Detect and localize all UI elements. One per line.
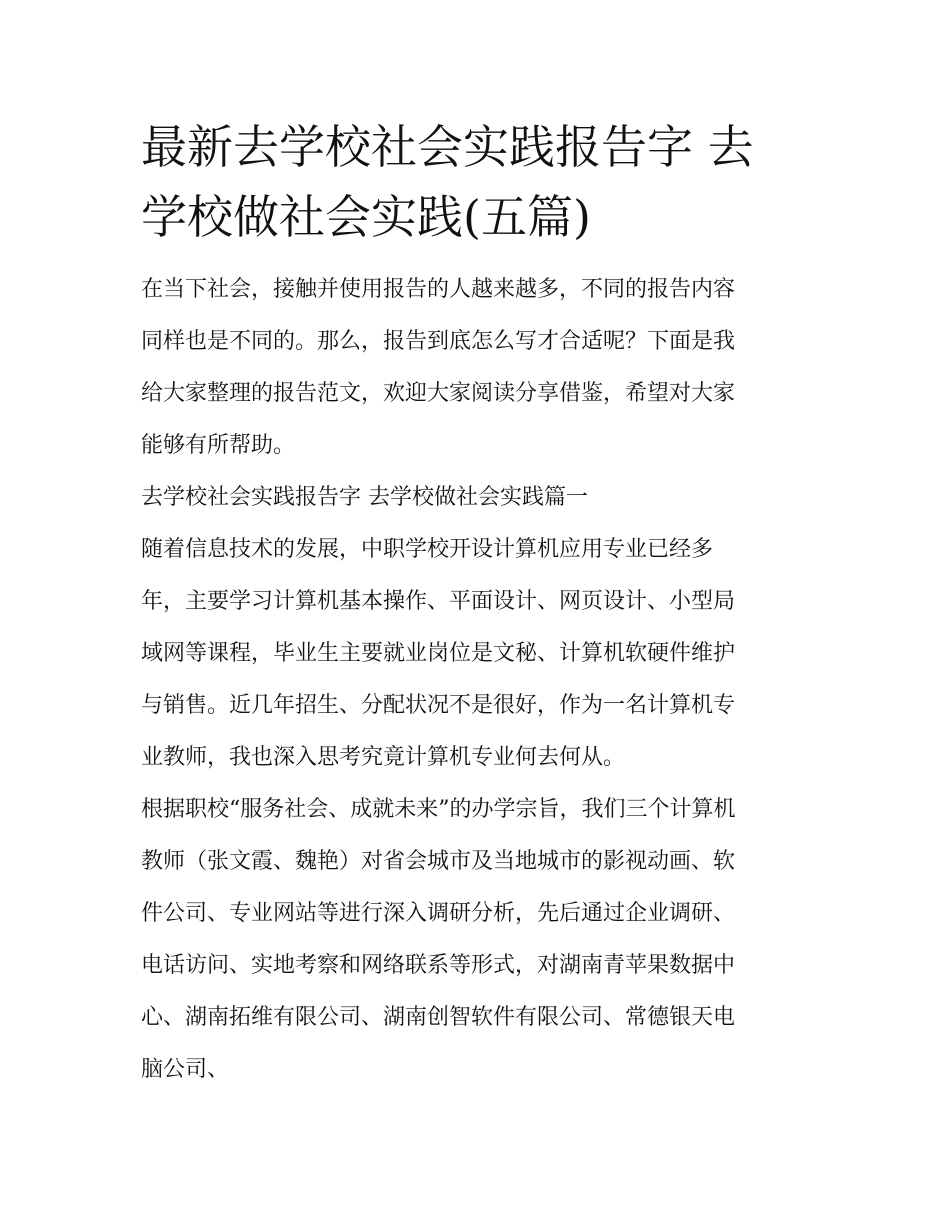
body-paragraph-1: 随着信息技术的发展，中职学校开设计算机应用专业已经多 年，主要学习计算机基本操作、平面设计、网页设计、小型局 域网等课程，毕业生主要就业岗位是文秘、计算机软硬件维护 与销售。近几年招生、分配状况不是很好，作为一名计算机专 业教师，我也深入思考究竟计算机专业何去何从。 — [141, 537, 736, 770]
document-title: 最新去学校社会实践报告字 去 学校做社会实践(五篇) — [141, 120, 754, 244]
body-paragraph-2: 根据职校“服务社会、成就未来”的办学宗旨，我们三个计算机 教师（张文霞、魏艳）对省会城市及当地城市的影视动画、软 件公司、专业网站等进行深入调研分析，先后通过企业调研、 电话访问、实地考察和网络联系等形式，对湖南青苹果数据中 心、湖南拓维有限公司、湖南创智软件有限公司、常德银天电 脑公司、 — [141, 797, 736, 1082]
section-heading: 去学校社会实践报告字 去学校做社会实践篇一 — [141, 485, 588, 510]
intro-paragraph: 在当下社会，接触并使用报告的人越来越多，不同的报告内容 同样也是不同的。那么，报告到底怎么写才合适呢？下面是我 给大家整理的报告范文，欢迎大家阅读分享借鉴，希望对大家 能够有所帮助。 — [141, 277, 736, 458]
document-content — [141, 112, 813, 1096]
